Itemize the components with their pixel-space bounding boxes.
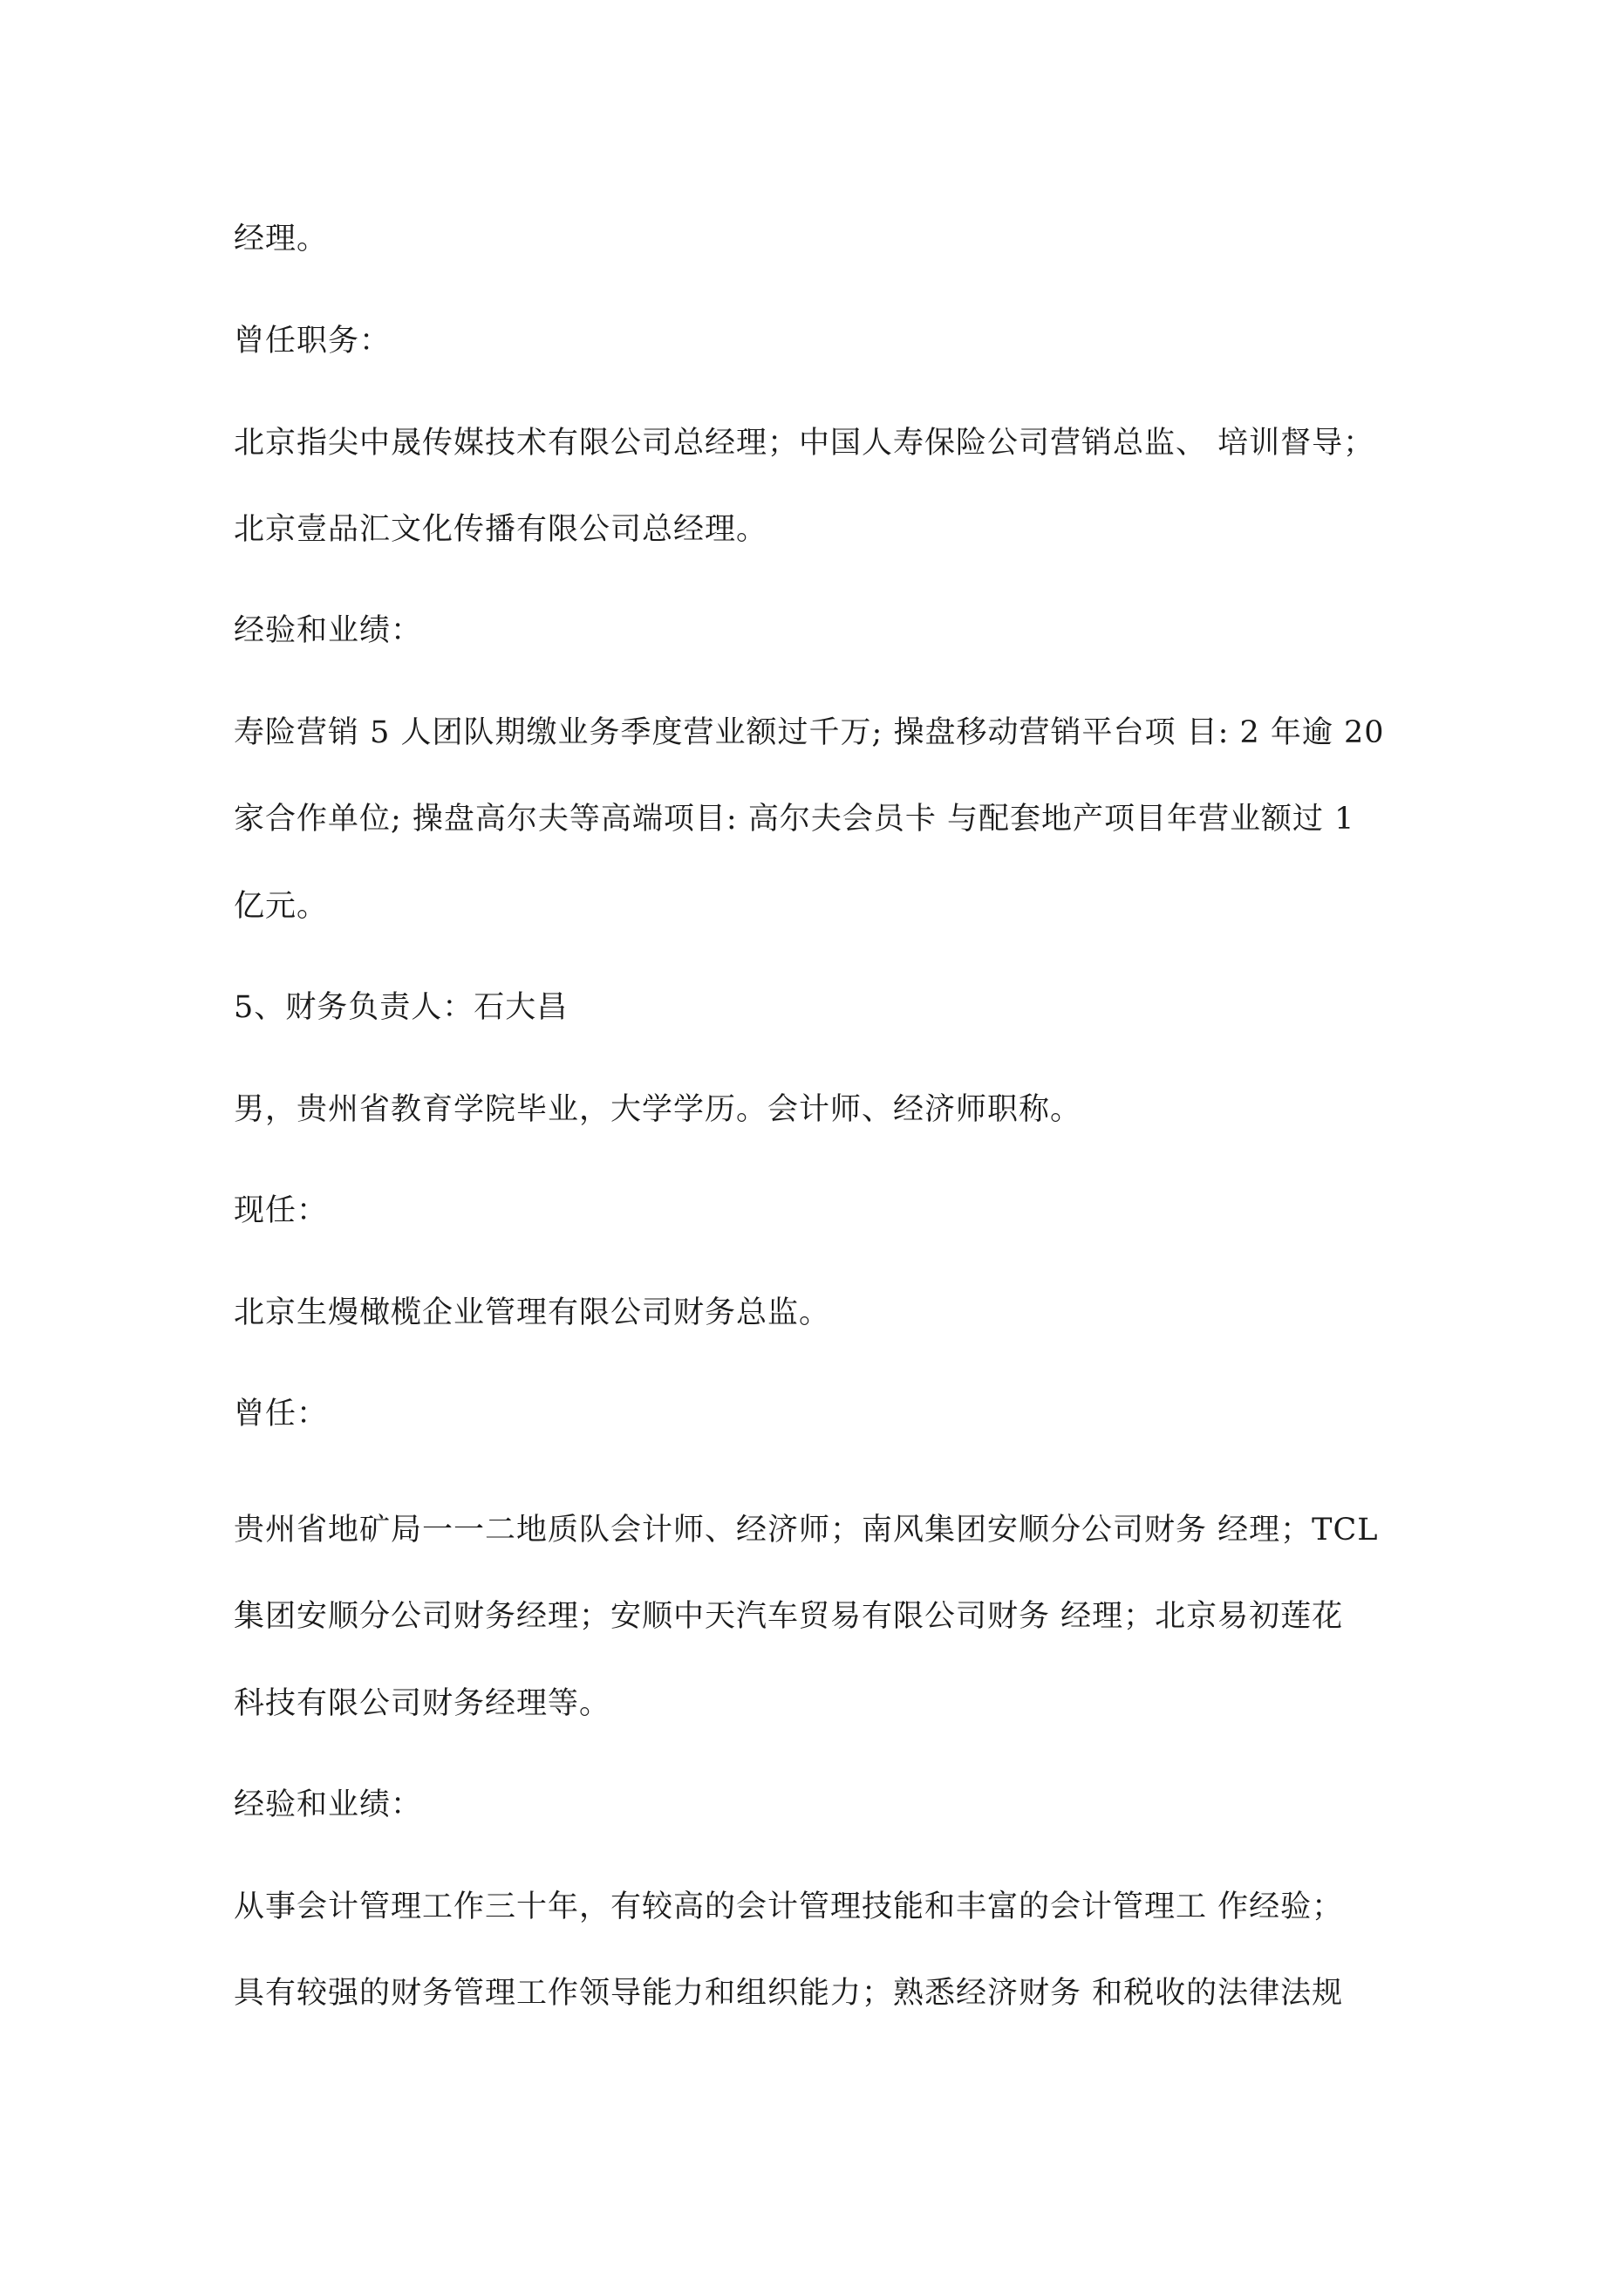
text-line-1: 经理。 (234, 222, 329, 256)
text-line-19: 具有较强的财务管理工作领导能力和组织能力；熟悉经济财务 和税收的法律法规 (234, 1976, 1344, 2011)
text-line-2: 曾任职务： (234, 324, 392, 359)
text-line-13: 曾任： (234, 1397, 329, 1432)
text-line-12: 北京生熳橄榄企业管理有限公司财务总监。 (234, 1295, 831, 1330)
text-line-8: 亿元。 (234, 889, 329, 924)
text-line-15: 集团安顺分公司财务经理；安顺中天汽车贸易有限公司财务 经理；北京易初莲花 (234, 1599, 1344, 1634)
text-line-11: 现任： (234, 1193, 329, 1228)
text-line-5: 经验和业绩： (234, 613, 423, 648)
text-line-18: 从事会计管理工作三十年，有较高的会计管理技能和丰富的会计管理工 作经验； (234, 1889, 1344, 1924)
text-line-14: 贵州省地矿局一一二地质队会计师、经济师；南风集团安顺分公司财务 经理；TCL (234, 1513, 1379, 1548)
text-line-16: 科技有限公司财务经理等。 (234, 1686, 611, 1721)
section-heading-finance: 5、财务负责人：石大昌 (234, 990, 569, 1025)
text-line-7: 家合作单位; 操盘高尔夫等高端项目: 高尔夫会员卡 与配套地产项目年营业额过 1 (234, 802, 1355, 837)
text-line-6: 寿险营销 5 人团队期缴业务季度营业额过千万; 操盘移动营销平台项 目: 2 年逾 20 (234, 715, 1385, 750)
text-line-10: 男，贵州省教育学院毕业，大学学历。会计师、经济师职称。 (234, 1092, 1082, 1127)
text-line-17: 经验和业绩： (234, 1787, 423, 1822)
text-line-3: 北京指尖中晟传媒技术有限公司总经理；中国人寿保险公司营销总监、 培训督导； (234, 426, 1375, 461)
text-line-4: 北京壹品汇文化传播有限公司总经理。 (234, 512, 768, 547)
